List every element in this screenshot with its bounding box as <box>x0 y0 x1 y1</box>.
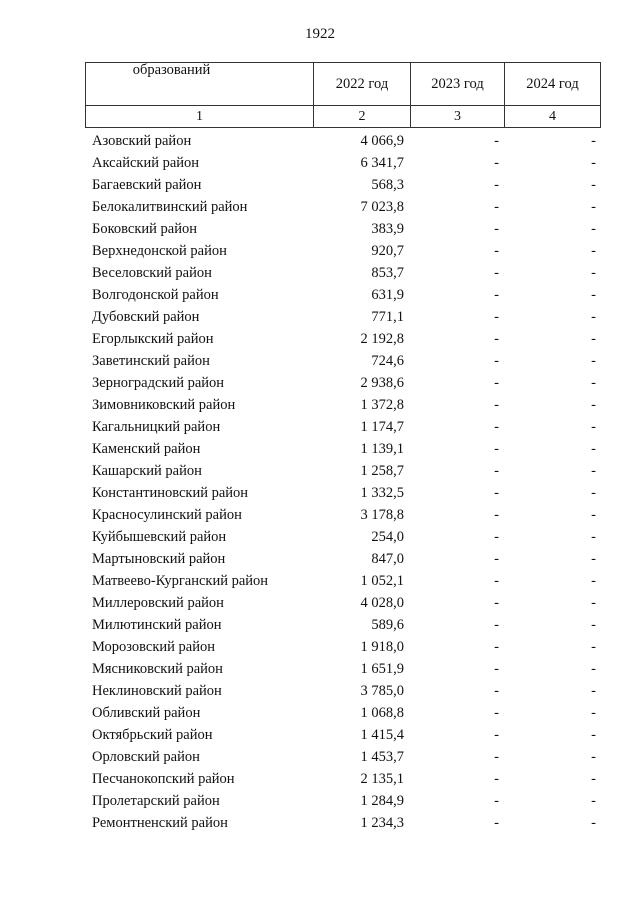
district-name: Егорлыкский район <box>92 331 214 347</box>
district-name: Красносулинский район <box>92 507 242 523</box>
table-row <box>0 768 640 790</box>
value-2022: 6 341,7 <box>360 155 404 171</box>
value-2024: - <box>591 705 596 721</box>
table-row <box>0 328 640 350</box>
value-2023: - <box>494 661 499 677</box>
table-row <box>0 636 640 658</box>
table-row <box>0 614 640 636</box>
value-2022: 2 938,6 <box>360 375 404 391</box>
value-2024: - <box>591 419 596 435</box>
district-name: Миллеровский район <box>92 595 224 611</box>
district-name: Песчанокопский район <box>92 771 235 787</box>
value-2023: - <box>494 287 499 303</box>
table-row <box>0 790 640 812</box>
table-row <box>0 548 640 570</box>
table-row <box>0 812 640 834</box>
value-2022: 7 023,8 <box>360 199 404 215</box>
table-row <box>0 372 640 394</box>
value-2024: - <box>591 243 596 259</box>
value-2024: - <box>591 397 596 413</box>
table-row <box>0 702 640 724</box>
value-2023: - <box>494 419 499 435</box>
value-2023: - <box>494 243 499 259</box>
value-2024: - <box>591 529 596 545</box>
table-row <box>0 570 640 592</box>
value-2022: 1 918,0 <box>360 639 404 655</box>
value-2022: 853,7 <box>371 265 404 281</box>
value-2024: - <box>591 793 596 809</box>
district-name: Милютинский район <box>92 617 222 633</box>
value-2024: - <box>591 485 596 501</box>
value-2022: 1 234,3 <box>360 815 404 831</box>
district-name: Пролетарский район <box>92 793 220 809</box>
value-2022: 1 052,1 <box>360 573 404 589</box>
value-2023: - <box>494 331 499 347</box>
value-2024: - <box>591 661 596 677</box>
table-row <box>0 152 640 174</box>
table-row <box>0 174 640 196</box>
value-2023: - <box>494 309 499 325</box>
value-2023: - <box>494 221 499 237</box>
value-2024: - <box>591 639 596 655</box>
table-row <box>0 658 640 680</box>
value-2022: 4 066,9 <box>360 133 404 149</box>
value-2023: - <box>494 617 499 633</box>
district-name: Заветинский район <box>92 353 210 369</box>
value-2022: 2 192,8 <box>360 331 404 347</box>
value-2024: - <box>591 815 596 831</box>
value-2022: 383,9 <box>371 221 404 237</box>
value-2023: - <box>494 485 499 501</box>
value-2023: - <box>494 639 499 655</box>
district-name: Константиновский район <box>92 485 249 501</box>
table-row <box>0 306 640 328</box>
value-2023: - <box>494 155 499 171</box>
table-row <box>0 218 640 240</box>
value-2022: 1 372,8 <box>360 397 404 413</box>
value-2022: 631,9 <box>371 287 404 303</box>
value-2024: - <box>591 617 596 633</box>
table-row <box>0 460 640 482</box>
value-2023: - <box>494 683 499 699</box>
value-2022: 1 258,7 <box>360 463 404 479</box>
value-2022: 3 178,8 <box>360 507 404 523</box>
table-header <box>85 62 601 128</box>
table-row <box>0 680 640 702</box>
value-2024: - <box>591 353 596 369</box>
table-row <box>0 284 640 306</box>
district-name: Верхнедонской район <box>92 243 227 259</box>
value-2024: - <box>591 287 596 303</box>
value-2022: 1 651,9 <box>360 661 404 677</box>
value-2022: 771,1 <box>371 309 404 325</box>
value-2022: 1 068,8 <box>360 705 404 721</box>
district-name: Мартыновский район <box>92 551 226 567</box>
value-2023: - <box>494 463 499 479</box>
district-name: Матвеево-Курганский район <box>92 573 269 589</box>
value-2023: - <box>494 793 499 809</box>
district-name: Обливский район <box>92 705 201 721</box>
table-row <box>0 416 640 438</box>
district-name: Неклиновский район <box>92 683 222 699</box>
column-number: 3 <box>411 106 505 128</box>
value-2024: - <box>591 199 596 215</box>
table-row <box>0 130 640 152</box>
header-municipality: образований <box>86 63 314 106</box>
table-row <box>0 196 640 218</box>
district-name: Куйбышевский район <box>92 529 227 545</box>
value-2023: - <box>494 353 499 369</box>
value-2022: 724,6 <box>371 353 404 369</box>
value-2023: - <box>494 375 499 391</box>
value-2024: - <box>591 133 596 149</box>
page-number: 1922 <box>305 26 335 42</box>
value-2023: - <box>494 265 499 281</box>
table-row <box>0 438 640 460</box>
header-year-2023: 2023 год <box>411 63 505 106</box>
value-2024: - <box>591 375 596 391</box>
value-2024: - <box>591 551 596 567</box>
header-year-2022: 2022 год <box>314 63 411 106</box>
value-2022: 2 135,1 <box>360 771 404 787</box>
value-2024: - <box>591 771 596 787</box>
value-2024: - <box>591 441 596 457</box>
district-name: Каменский район <box>92 441 201 457</box>
district-name: Багаевский район <box>92 177 202 193</box>
table-row <box>0 394 640 416</box>
value-2024: - <box>591 727 596 743</box>
value-2023: - <box>494 133 499 149</box>
header-row <box>86 63 601 106</box>
value-2022: 4 028,0 <box>360 595 404 611</box>
table-row <box>0 526 640 548</box>
district-name: Зерноградский район <box>92 375 225 391</box>
value-2024: - <box>591 683 596 699</box>
district-name: Ремонтненский район <box>92 815 228 831</box>
table-row <box>0 504 640 526</box>
value-2023: - <box>494 815 499 831</box>
value-2023: - <box>494 199 499 215</box>
value-2023: - <box>494 177 499 193</box>
value-2022: 1 139,1 <box>360 441 404 457</box>
value-2024: - <box>591 221 596 237</box>
table-row <box>0 350 640 372</box>
value-2024: - <box>591 749 596 765</box>
value-2023: - <box>494 771 499 787</box>
column-number-row <box>86 106 601 128</box>
district-name: Мясниковский район <box>92 661 223 677</box>
table-row <box>0 746 640 768</box>
value-2022: 254,0 <box>371 529 404 545</box>
value-2024: - <box>591 331 596 347</box>
value-2023: - <box>494 727 499 743</box>
value-2023: - <box>494 507 499 523</box>
district-name: Кашарский район <box>92 463 202 479</box>
value-2022: 1 284,9 <box>360 793 404 809</box>
value-2022: 1 174,7 <box>360 419 404 435</box>
value-2022: 589,6 <box>371 617 404 633</box>
district-name: Октябрьский район <box>92 727 213 743</box>
column-number: 4 <box>505 106 601 128</box>
district-name: Боковский район <box>92 221 197 237</box>
table-row <box>0 592 640 614</box>
district-name: Дубовский район <box>92 309 200 325</box>
value-2024: - <box>591 463 596 479</box>
value-2022: 1 453,7 <box>360 749 404 765</box>
value-2022: 568,3 <box>371 177 404 193</box>
district-name: Белокалитвинский район <box>92 199 248 215</box>
value-2022: 920,7 <box>371 243 404 259</box>
district-name: Орловский район <box>92 749 200 765</box>
district-name: Волгодонской район <box>92 287 219 303</box>
district-name: Веселовский район <box>92 265 212 281</box>
value-2024: - <box>591 573 596 589</box>
value-2024: - <box>591 155 596 171</box>
value-2022: 1 415,4 <box>360 727 404 743</box>
value-2022: 1 332,5 <box>360 485 404 501</box>
value-2023: - <box>494 397 499 413</box>
value-2023: - <box>494 551 499 567</box>
column-number: 1 <box>86 106 314 128</box>
value-2024: - <box>591 595 596 611</box>
value-2023: - <box>494 441 499 457</box>
column-number: 2 <box>314 106 411 128</box>
table-body <box>0 130 640 834</box>
value-2024: - <box>591 265 596 281</box>
value-2024: - <box>591 507 596 523</box>
header-year-2024: 2024 год <box>505 63 601 106</box>
value-2023: - <box>494 595 499 611</box>
table-row <box>0 482 640 504</box>
value-2023: - <box>494 705 499 721</box>
value-2024: - <box>591 309 596 325</box>
district-name: Кагальницкий район <box>92 419 221 435</box>
value-2023: - <box>494 573 499 589</box>
value-2023: - <box>494 749 499 765</box>
table-row <box>0 724 640 746</box>
district-name: Аксайский район <box>92 155 200 171</box>
value-2022: 3 785,0 <box>360 683 404 699</box>
district-name: Зимовниковский район <box>92 397 236 413</box>
district-name: Азовский район <box>92 133 192 149</box>
value-2023: - <box>494 529 499 545</box>
table-row <box>0 240 640 262</box>
district-name: Морозовский район <box>92 639 216 655</box>
value-2024: - <box>591 177 596 193</box>
table-row <box>0 262 640 284</box>
value-2022: 847,0 <box>371 551 404 567</box>
